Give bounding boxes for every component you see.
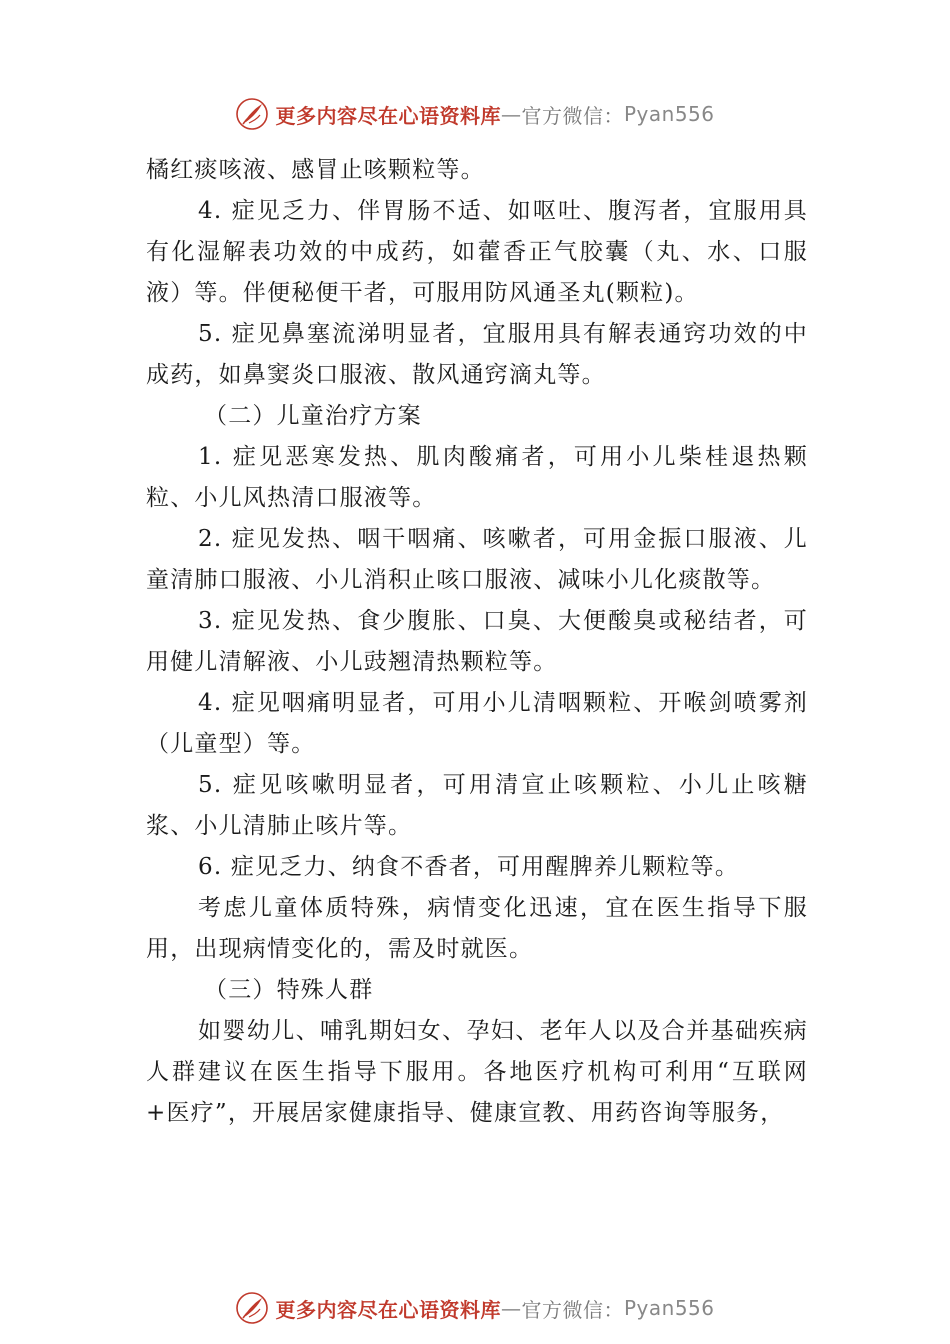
watermark-red-text: 更多内容尽在心语资料库 (275, 1297, 501, 1322)
header-watermark (0, 94, 950, 134)
quill-pen-logo-icon (235, 1291, 269, 1325)
watermark-gray-text: 官方微信： (521, 1297, 624, 1322)
paragraph: 5. 症见鼻塞流涕明显者，宜服用具有解表通窍功效的中成药，如鼻窦炎口服液、散风通窍滴丸等。 (146, 321, 808, 388)
paragraph: 橘红痰咳液、感冒止咳颗粒等。 (146, 157, 485, 183)
paragraph: 2. 症见发热、咽干咽痛、咳嗽者，可用金振口服液、儿童清肺口服液、小儿消积止咳口服液、减味小儿化痰散等。 (146, 526, 808, 593)
document-body (146, 150, 808, 1134)
paragraph: 4. 症见乏力、伴胃肠不适、如呕吐、腹泻者，宜服用具有化湿解表功效的中成药，如藿香正气胶囊（丸、水、口服液）等。伴便秘便干者，可服用防风通圣丸(颗粒)。 (146, 198, 808, 306)
paragraph: 如婴幼儿、哺乳期妇女、孕妇、老年人以及合并基础疾病人群建议在医生指导下服用。各地医疗机构可利用“互联网+医疗”，开展居家健康指导、健康宣教、用药咨询等服务， (146, 1018, 808, 1126)
paragraph: 3. 症见发热、食少腹胀、口臭、大便酸臭或秘结者，可用健儿清解液、小儿豉翘清热颗粒等。 (146, 608, 808, 675)
section-heading: （三）特殊人群 (204, 977, 374, 1003)
watermark-account: Pyan556 (623, 102, 715, 126)
paragraph: 4. 症见咽痛明显者，可用小儿清咽颗粒、开喉剑喷雾剂（儿童型）等。 (146, 690, 808, 757)
section-heading: （二）儿童治疗方案 (204, 403, 422, 429)
paragraph: 1. 症见恶寒发热、肌肉酸痛者，可用小儿柴桂退热颗粒、小儿风热清口服液等。 (146, 444, 808, 511)
paragraph: 6. 症见乏力、纳食不香者，可用醒脾养儿颗粒等。 (198, 854, 740, 880)
paragraph: 考虑儿童体质特殊，病情变化迅速，宜在医生指导下服用，出现病情变化的，需及时就医。 (146, 895, 808, 962)
footer-watermark (0, 1288, 950, 1328)
quill-pen-logo-icon (235, 97, 269, 131)
watermark-gray-text: 官方微信： (521, 103, 624, 128)
paragraph: 5. 症见咳嗽明显者，可用清宣止咳颗粒、小儿止咳糖浆、小儿清肺止咳片等。 (146, 772, 808, 839)
watermark-dash: — (500, 102, 522, 126)
watermark-red-text: 更多内容尽在心语资料库 (275, 103, 501, 128)
watermark-account: Pyan556 (623, 1296, 715, 1320)
watermark-dash: — (500, 1296, 522, 1320)
